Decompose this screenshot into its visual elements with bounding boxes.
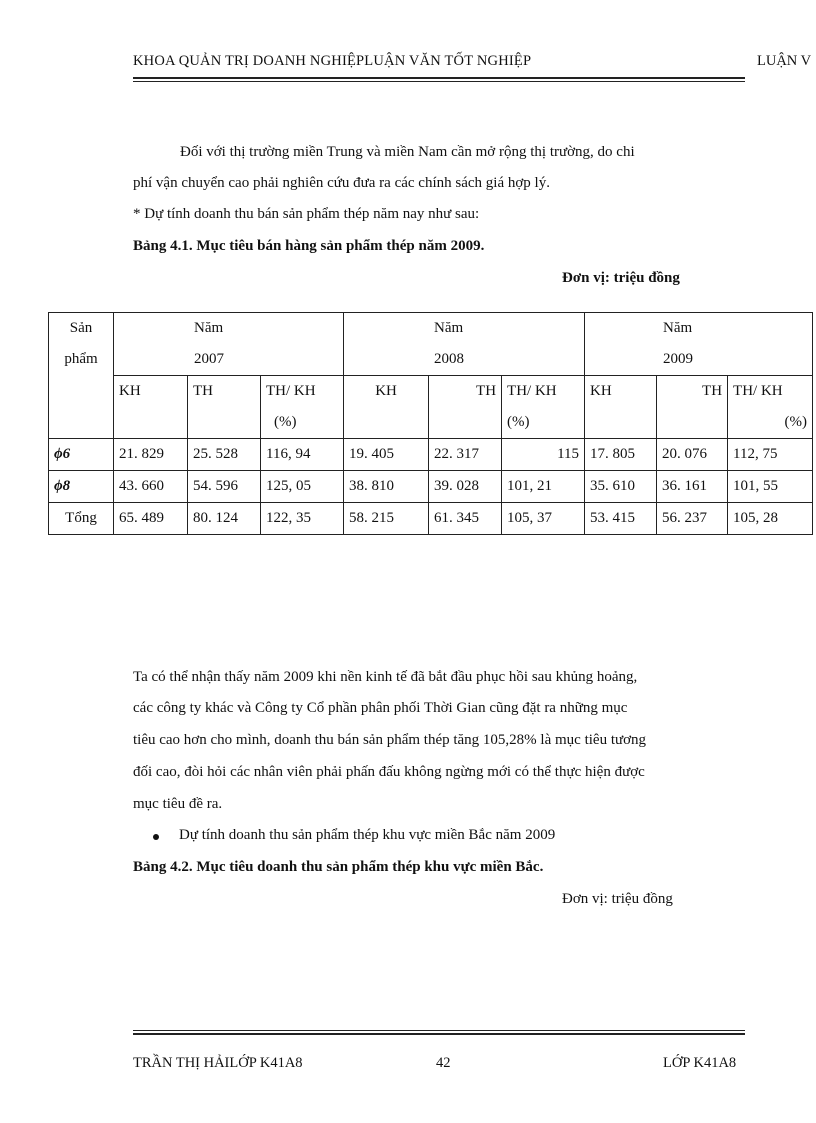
header-title: KHOA QUẢN TRỊ DOANH NGHIỆPLUẬN VĂN TỐT NGHIỆP — [133, 53, 532, 69]
footer-class: LỚP K41A8 — [663, 1055, 737, 1071]
table-cell: 43. 660 — [114, 471, 188, 503]
para2-line5: mục tiêu đề ra. — [133, 796, 223, 812]
ratio-header — [502, 376, 585, 439]
table-row — [49, 471, 813, 503]
ratio-header — [728, 376, 813, 439]
table-cell: 39. 028 — [429, 471, 502, 503]
table-cell: 20. 076 — [657, 439, 728, 471]
table-cell: 80. 124 — [188, 503, 261, 535]
row-label: ϕ8 — [49, 471, 114, 503]
table-cell: 36. 161 — [657, 471, 728, 503]
note-line: * Dự tính doanh thu bán sản phẩm thép năm nay như sau: — [133, 206, 480, 222]
kh-header: KH — [344, 376, 429, 439]
th-header: TH — [657, 376, 728, 439]
table-cell: 65. 489 — [114, 503, 188, 535]
table-cell: 17. 805 — [585, 439, 657, 471]
table-cell: 58. 215 — [344, 503, 429, 535]
product-header-line1: Sản — [69, 320, 93, 336]
table-cell: 38. 810 — [344, 471, 429, 503]
page-number: 42 — [436, 1055, 451, 1071]
year-value: 2007 — [194, 351, 224, 367]
table-cell: 35. 610 — [585, 471, 657, 503]
product-header-cell — [49, 313, 114, 439]
para2-line3: tiêu cao hơn cho mình, doanh thu bán sản phẩm thép tăng 105,28% là mục tiêu tương — [133, 732, 647, 748]
table-cell: 22. 317 — [429, 439, 502, 471]
table-cell: 116, 94 — [261, 439, 344, 471]
table-cell: 105, 37 — [502, 503, 585, 535]
ratio-label: TH/ KH — [507, 383, 557, 399]
header-rule-top — [133, 77, 745, 79]
ratio-label: TH/ KH — [266, 383, 316, 399]
year-header-row — [49, 313, 813, 376]
para1-line1: Đối với thị trường miền Trung và miền Nam cần mở rộng thị trường, do chi — [180, 144, 635, 160]
table-cell: 105, 28 — [728, 503, 813, 535]
table2-caption: Bảng 4.2. Mục tiêu doanh thu sản phẩm thép khu vực miền Bắc. — [133, 859, 544, 875]
row-label: ϕ6 — [49, 439, 114, 471]
ratio-label: TH/ KH — [733, 383, 783, 399]
sub-header-row — [49, 376, 813, 439]
table-cell: 112, 75 — [728, 439, 813, 471]
table-cell: 56. 237 — [657, 503, 728, 535]
table-cell: 21. 829 — [114, 439, 188, 471]
footer-rule-bottom — [133, 1033, 745, 1035]
table-cell: 53. 415 — [585, 503, 657, 535]
table-cell: 115 — [502, 439, 585, 471]
para2-line1: Ta có thể nhận thấy năm 2009 khi nền kinh tế đã bắt đầu phục hồi sau khủng hoảng, — [133, 669, 638, 685]
bullet-text: Dự tính doanh thu sản phẩm thép khu vực miền Bắc năm 2009 — [179, 827, 556, 843]
table-cell: 122, 35 — [261, 503, 344, 535]
header-right: LUẬN V — [757, 53, 812, 69]
sales-target-table — [48, 312, 813, 535]
table-cell: 54. 596 — [188, 471, 261, 503]
kh-header: KH — [585, 376, 657, 439]
ratio-unit: (%) — [784, 414, 808, 430]
table-cell: 61. 345 — [429, 503, 502, 535]
table1-caption: Bảng 4.1. Mục tiêu bán hàng sản phẩm thép năm 2009. — [133, 238, 485, 254]
table-cell: 101, 55 — [728, 471, 813, 503]
year-2009-header — [585, 313, 813, 376]
table-cell: 25. 528 — [188, 439, 261, 471]
ratio-unit: (%) — [507, 414, 530, 430]
table2-unit: Đơn vị: triệu đồng — [562, 891, 673, 907]
year-value: 2009 — [663, 351, 694, 367]
kh-header: KH — [114, 376, 188, 439]
th-header: TH — [188, 376, 261, 439]
year-2008-header — [344, 313, 585, 376]
year-label: Năm — [194, 320, 224, 336]
year-value: 2008 — [434, 351, 465, 367]
table-row — [49, 439, 813, 471]
para2-line2: các công ty khác và Công ty Cổ phần phân phối Thời Gian cũng đặt ra những mục — [133, 700, 628, 716]
footer-author: TRẦN THỊ HẢILỚP K41A8 — [133, 1055, 303, 1071]
row-label: Tổng — [49, 503, 114, 535]
th-header: TH — [429, 376, 502, 439]
para1-line2: phí vận chuyển cao phải nghiên cứu đưa ra các chính sách giá hợp lý. — [133, 175, 550, 191]
table-row — [49, 503, 813, 535]
table-cell: 101, 21 — [502, 471, 585, 503]
footer-rule-top — [133, 1030, 745, 1031]
ratio-header — [261, 376, 344, 439]
product-header-line2: phẩm — [64, 351, 98, 367]
table-cell: 19. 405 — [344, 439, 429, 471]
year-2007-header — [114, 313, 344, 376]
para2-line4: đối cao, đòi hỏi các nhân viên phải phấn đấu không ngừng mới có thể thực hiện được — [133, 764, 645, 780]
ratio-unit: (%) — [274, 414, 297, 430]
year-label: Năm — [663, 320, 693, 336]
year-label: Năm — [434, 320, 464, 336]
bullet-icon — [153, 834, 159, 840]
table-cell: 125, 05 — [261, 471, 344, 503]
header-rule-bottom — [133, 81, 745, 82]
table1-unit: Đơn vị: triệu đồng — [562, 270, 680, 286]
